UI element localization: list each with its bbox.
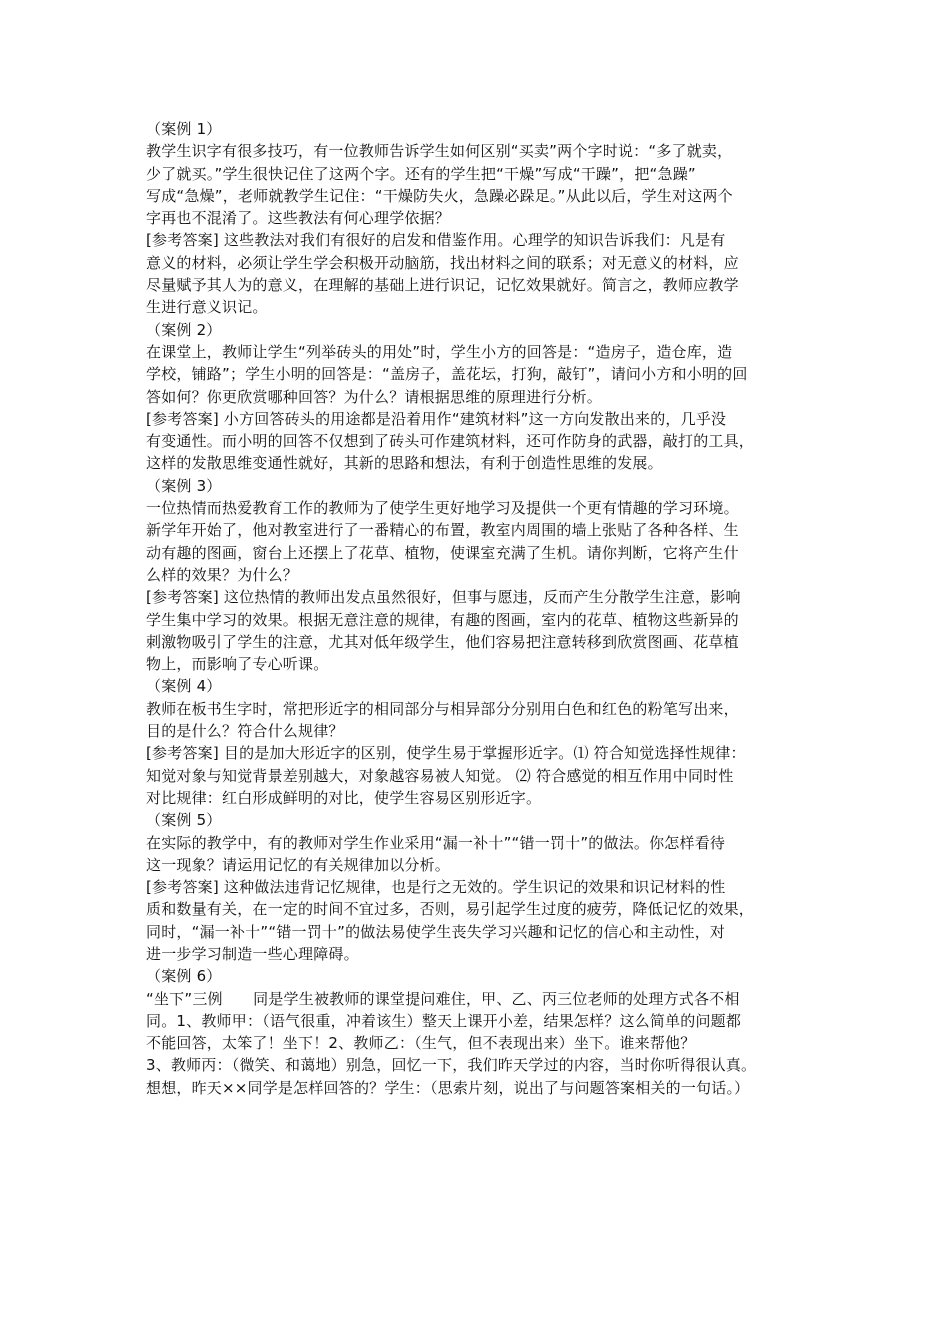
text-line: 意义的材料，必须让学生学会积极开动脑筋，找出材料之间的联系；对无意义的材料，应 (146, 253, 739, 272)
text-line: [参考答案] 目的是加大形近字的区别，使学生易于掌握形近字。⑴ 符合知觉选择性规律： (146, 744, 746, 763)
text-line: [参考答案] 这些教法对我们有很好的启发和借鉴作用。心理学的知识告诉我们：凡是有 (146, 231, 726, 250)
text-line: 教师在板书生字时，常把形近字的相同部分与相异部分分别用白色和红色的粉笔写出来， (146, 699, 739, 718)
text-line: 这样的发散思维变通性就好，其新的思路和想法，有利于创造性思维的发展。 (146, 454, 663, 473)
text-line: 学校，铺路”；学生小明的回答是：“盖房子，盖花坛，打狗，敲钉”，请问小方和小明的回 (146, 365, 748, 384)
text-line: 在课堂上，教师让学生“列举砖头的用处”时，学生小方的回答是：“造房子，造仓库，造 (146, 342, 733, 361)
text-line: （案例 4） (146, 677, 222, 696)
text-line: （案例 6） (146, 967, 222, 986)
document-body (146, 118, 806, 1099)
text-line: 对比规律：红白形成鲜明的对比，使学生容易区别形近字。 (146, 788, 542, 807)
text-line: 刺激物吸引了学生的注意，尤其对低年级学生，他们容易把注意转移到欣赏图画、花草植 (146, 632, 739, 651)
text-line: （案例 1） (146, 120, 222, 138)
text-line: [参考答案] 这种做法违背记忆规律，也是行之无效的。学生识记的效果和识记材料的性 (146, 878, 726, 897)
text-line: 尽量赋予其人为的意义，在理解的基础上进行识记，记忆效果就好。简言之，教师应教学 (146, 276, 739, 295)
text-line: 有变通性。而小明的回答不仅想到了砖头可作建筑材料，还可作防身的武器，敲打的工具， (146, 432, 755, 451)
text-line: （案例 2） (146, 320, 222, 339)
text-line: [参考答案] 这位热情的教师出发点虽然很好，但事与愿违，反而产生分散学生注意，影响 (146, 588, 741, 607)
text-line: 写成“急燥”，老师就教学生记住：“干燥防失火，急躁必跺足。”从此以后，学生对这两个 (146, 186, 733, 205)
text-line: 动有趣的图画，窗台上还摆上了花草、植物，使课室充满了生机。请你判断，它将产生什 (146, 543, 739, 562)
text-line: （案例 5） (146, 811, 222, 830)
text-line: 这一现象？请运用记忆的有关规律加以分析。 (146, 855, 451, 874)
text-line: 生进行意义识记。 (146, 298, 268, 317)
text-line: 字再也不混淆了。这些教法有何心理学依据？ (146, 209, 451, 228)
text-line: 不能回答，太笨了！坐下！2、教师乙：（生气，但不表现出来）坐下。谁来帮他？ (146, 1034, 696, 1053)
text-line: 答如何？你更欣赏哪种回答？为什么？请根据思维的原理进行分析。 (146, 387, 603, 406)
text-line: 同时，“漏一补十”“错一罚十”的做法易使学生丧失学习兴趣和记忆的信心和主动性，对 (146, 922, 726, 941)
text-line: 学生集中学习的效果。根据无意注意的规律，有趣的图画，室内的花草、植物这些新异的 (146, 610, 739, 629)
text-line: 么样的效果？为什么？ (146, 565, 299, 584)
text-line: 想想，昨天××同学是怎样回答的？学生：（思索片刻，说出了与问题答案相关的一句话。） (146, 1078, 750, 1097)
text-line: 质和数量有关，在一定的时间不宜过多，否则，易引起学生过度的疲劳，降低记忆的效果， (146, 900, 755, 919)
text-line: 少了就买。”学生很快记住了这两个字。还有的学生把“干燥”写成“干躁”，把“急躁” (146, 164, 696, 183)
text-line: [参考答案] 小方回答砖头的用途都是沿着用作“建筑材料”这一方向发散出来的，几乎没 (146, 409, 727, 428)
text-line: 新学年开始了，他对教室进行了一番精心的布置，教室内周围的墙上张贴了各种各样、生 (146, 521, 739, 540)
text-line: 在实际的教学中，有的教师对学生作业采用“漏一补十”“错一罚十”的做法。你怎样看待 (146, 833, 726, 852)
text-line: 3、教师丙：（微笑、和蔼地）别急，回忆一下，我们昨天学过的内容，当时你听得很认真。 (146, 1056, 757, 1075)
text-line: 一位热情而热爱教育工作的教师为了使学生更好地学习及提供一个更有情趣的学习环境。 (146, 499, 739, 518)
text-line: 同。1、教师甲：（语气很重，冲着该生）整天上课开小差，结果怎样？这么简单的问题都 (146, 1011, 742, 1030)
text-line: 目的是什么？符合什么规律？ (146, 722, 344, 741)
text-line: “坐下”三例 同是学生被教师的课堂提问难住，甲、乙、丙三位老师的处理方式各不相 (146, 989, 740, 1008)
text-line: 物上，而影响了专心听课。 (146, 655, 329, 674)
text-line: 进一步学习制造一些心理障碍。 (146, 944, 359, 963)
text-line: （案例 3） (146, 476, 222, 495)
text-line: 教学生识字有很多技巧，有一位教师告诉学生如何区别“买卖”两个字时说：“多了就卖， (146, 142, 733, 161)
text-line: 知觉对象与知觉背景差别越大，对象越容易被人知觉。 ⑵ 符合感觉的相互作用中同时性 (146, 766, 734, 785)
